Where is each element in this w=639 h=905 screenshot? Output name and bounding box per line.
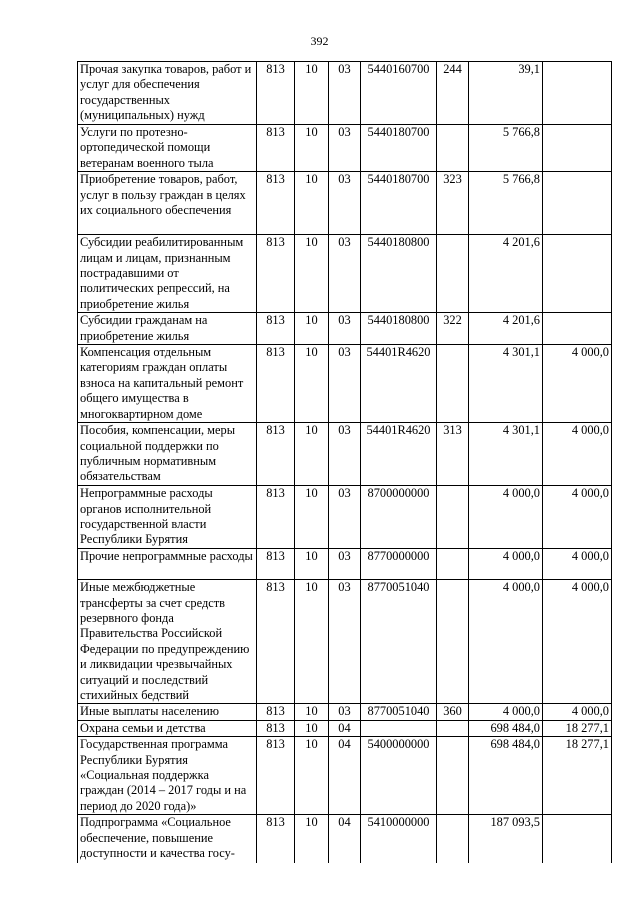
ministry-code: 813 <box>257 345 295 423</box>
amount-1: 698 484,0 <box>469 737 543 815</box>
target-code: 5440180700 <box>361 172 437 235</box>
expense-type-code: 322 <box>437 313 469 345</box>
amount-1: 4 000,0 <box>469 580 543 704</box>
ministry-code: 813 <box>257 125 295 172</box>
expense-type-code <box>437 580 469 704</box>
table-row <box>78 235 612 313</box>
row-name: Иные выплаты населению <box>78 704 257 720</box>
amount-1: 4 301,1 <box>469 423 543 486</box>
target-code: 5410000000 <box>361 815 437 863</box>
amount-2: 4 000,0 <box>543 704 612 720</box>
table-row <box>78 737 612 815</box>
target-code: 54401R4620 <box>361 423 437 486</box>
section-code: 10 <box>295 235 329 313</box>
expense-type-code <box>437 549 469 580</box>
section-code: 10 <box>295 704 329 720</box>
amount-2 <box>543 815 612 863</box>
table-row <box>78 580 612 704</box>
ministry-code: 813 <box>257 62 295 125</box>
expense-type-code: 360 <box>437 704 469 720</box>
amount-2: 18 277,1 <box>543 720 612 736</box>
amount-1: 4 000,0 <box>469 486 543 549</box>
expense-type-code <box>437 125 469 172</box>
ministry-code: 813 <box>257 815 295 863</box>
amount-2 <box>543 62 612 125</box>
row-name: Государственная программа Республики Бурятия «Социальная поддержка граждан (2014 – 2017 годы и на период до 2020 года)» <box>78 737 257 815</box>
target-code: 5440160700 <box>361 62 437 125</box>
section-code: 10 <box>295 313 329 345</box>
ministry-code: 813 <box>257 423 295 486</box>
ministry-code: 813 <box>257 172 295 235</box>
target-code: 54401R4620 <box>361 345 437 423</box>
subsection-code: 04 <box>329 720 361 736</box>
table-row <box>78 549 612 580</box>
amount-2 <box>543 235 612 313</box>
section-code: 10 <box>295 486 329 549</box>
subsection-code: 03 <box>329 125 361 172</box>
expense-type-code <box>437 720 469 736</box>
table-row <box>78 704 612 720</box>
amount-2: 4 000,0 <box>543 486 612 549</box>
subsection-code: 03 <box>329 172 361 235</box>
ministry-code: 813 <box>257 704 295 720</box>
ministry-code: 813 <box>257 235 295 313</box>
row-name: Приобретение товаров, работ, услуг в пользу граждан в целях их социального обеспечения <box>78 172 257 235</box>
section-code: 10 <box>295 815 329 863</box>
section-code: 10 <box>295 549 329 580</box>
amount-1: 4 201,6 <box>469 313 543 345</box>
target-code: 5440180700 <box>361 125 437 172</box>
ministry-code: 813 <box>257 313 295 345</box>
expense-type-code: 244 <box>437 62 469 125</box>
ministry-code: 813 <box>257 737 295 815</box>
section-code: 10 <box>295 423 329 486</box>
section-code: 10 <box>295 172 329 235</box>
amount-1: 4 000,0 <box>469 704 543 720</box>
expense-type-code <box>437 345 469 423</box>
expense-type-code: 313 <box>437 423 469 486</box>
section-code: 10 <box>295 345 329 423</box>
table-row <box>78 125 612 172</box>
subsection-code: 03 <box>329 313 361 345</box>
subsection-code: 03 <box>329 580 361 704</box>
section-code: 10 <box>295 580 329 704</box>
table-row <box>78 172 612 235</box>
amount-1: 698 484,0 <box>469 720 543 736</box>
amount-1: 4 201,6 <box>469 235 543 313</box>
amount-2: 4 000,0 <box>543 345 612 423</box>
table-row <box>78 62 612 125</box>
amount-2 <box>543 125 612 172</box>
amount-1: 5 766,8 <box>469 125 543 172</box>
expense-type-code <box>437 815 469 863</box>
row-name: Охрана семьи и детства <box>78 720 257 736</box>
ministry-code: 813 <box>257 549 295 580</box>
row-name: Субсидии гражданам на приобретение жилья <box>78 313 257 345</box>
subsection-code: 03 <box>329 486 361 549</box>
row-name: Пособия, компенсации, меры социальной поддержки по публичным нормативным обязательствам <box>78 423 257 486</box>
amount-1: 39,1 <box>469 62 543 125</box>
row-name: Иные межбюджетные трансферты за счет средств резервного фонда Правительства Российской Федерации по предупреждению и ликвидации чрезвычайных ситуаций и последствий стихийных бедствий <box>78 580 257 704</box>
ministry-code: 813 <box>257 720 295 736</box>
row-name: Субсидии реабилитированным лицам и лицам, признанным пострадавшими от политических репрессий, на приобретение жилья <box>78 235 257 313</box>
amount-1: 4 301,1 <box>469 345 543 423</box>
target-code: 8770051040 <box>361 580 437 704</box>
table-row <box>78 486 612 549</box>
ministry-code: 813 <box>257 580 295 704</box>
amount-2 <box>543 313 612 345</box>
section-code: 10 <box>295 62 329 125</box>
subsection-code: 03 <box>329 62 361 125</box>
target-code: 8770051040 <box>361 704 437 720</box>
expense-type-code <box>437 235 469 313</box>
expense-type-code: 323 <box>437 172 469 235</box>
amount-1: 4 000,0 <box>469 549 543 580</box>
target-code: 8770000000 <box>361 549 437 580</box>
target-code: 8700000000 <box>361 486 437 549</box>
expense-type-code <box>437 737 469 815</box>
table-row <box>78 815 612 863</box>
subsection-code: 03 <box>329 423 361 486</box>
subsection-code: 03 <box>329 704 361 720</box>
row-name: Услуги по протезно-ортопедической помощи ветеранам военного тыла <box>78 125 257 172</box>
subsection-code: 04 <box>329 737 361 815</box>
budget-table <box>77 61 612 863</box>
subsection-code: 03 <box>329 235 361 313</box>
target-code: 5440180800 <box>361 235 437 313</box>
amount-1: 5 766,8 <box>469 172 543 235</box>
table-row <box>78 345 612 423</box>
amount-2: 18 277,1 <box>543 737 612 815</box>
subsection-code: 04 <box>329 815 361 863</box>
target-code: 5440180800 <box>361 313 437 345</box>
target-code <box>361 720 437 736</box>
amount-2: 4 000,0 <box>543 580 612 704</box>
amount-1: 187 093,5 <box>469 815 543 863</box>
table-row <box>78 313 612 345</box>
table-row <box>78 720 612 736</box>
amount-2: 4 000,0 <box>543 549 612 580</box>
amount-2 <box>543 172 612 235</box>
row-name: Подпрограмма «Социальное обеспечение, повышение доступности и качества госу- <box>78 815 257 863</box>
section-code: 10 <box>295 720 329 736</box>
subsection-code: 03 <box>329 345 361 423</box>
section-code: 10 <box>295 125 329 172</box>
row-name: Компенсация отдельным категориям граждан оплаты взноса на капитальный ремонт общего имущества в многоквартирном доме <box>78 345 257 423</box>
page-number: 392 <box>310 34 329 48</box>
subsection-code: 03 <box>329 549 361 580</box>
row-name: Непрограммные расходы органов исполнительной государственной власти Республики Бурятия <box>78 486 257 549</box>
target-code: 5400000000 <box>361 737 437 815</box>
amount-2: 4 000,0 <box>543 423 612 486</box>
row-name: Прочая закупка товаров, работ и услуг для обеспечения государственных (муниципальных) нужд <box>78 62 257 125</box>
table-row <box>78 423 612 486</box>
budget-table-body <box>78 62 612 863</box>
row-name: Прочие непрограммные расходы <box>78 549 257 580</box>
expense-type-code <box>437 486 469 549</box>
ministry-code: 813 <box>257 486 295 549</box>
section-code: 10 <box>295 737 329 815</box>
